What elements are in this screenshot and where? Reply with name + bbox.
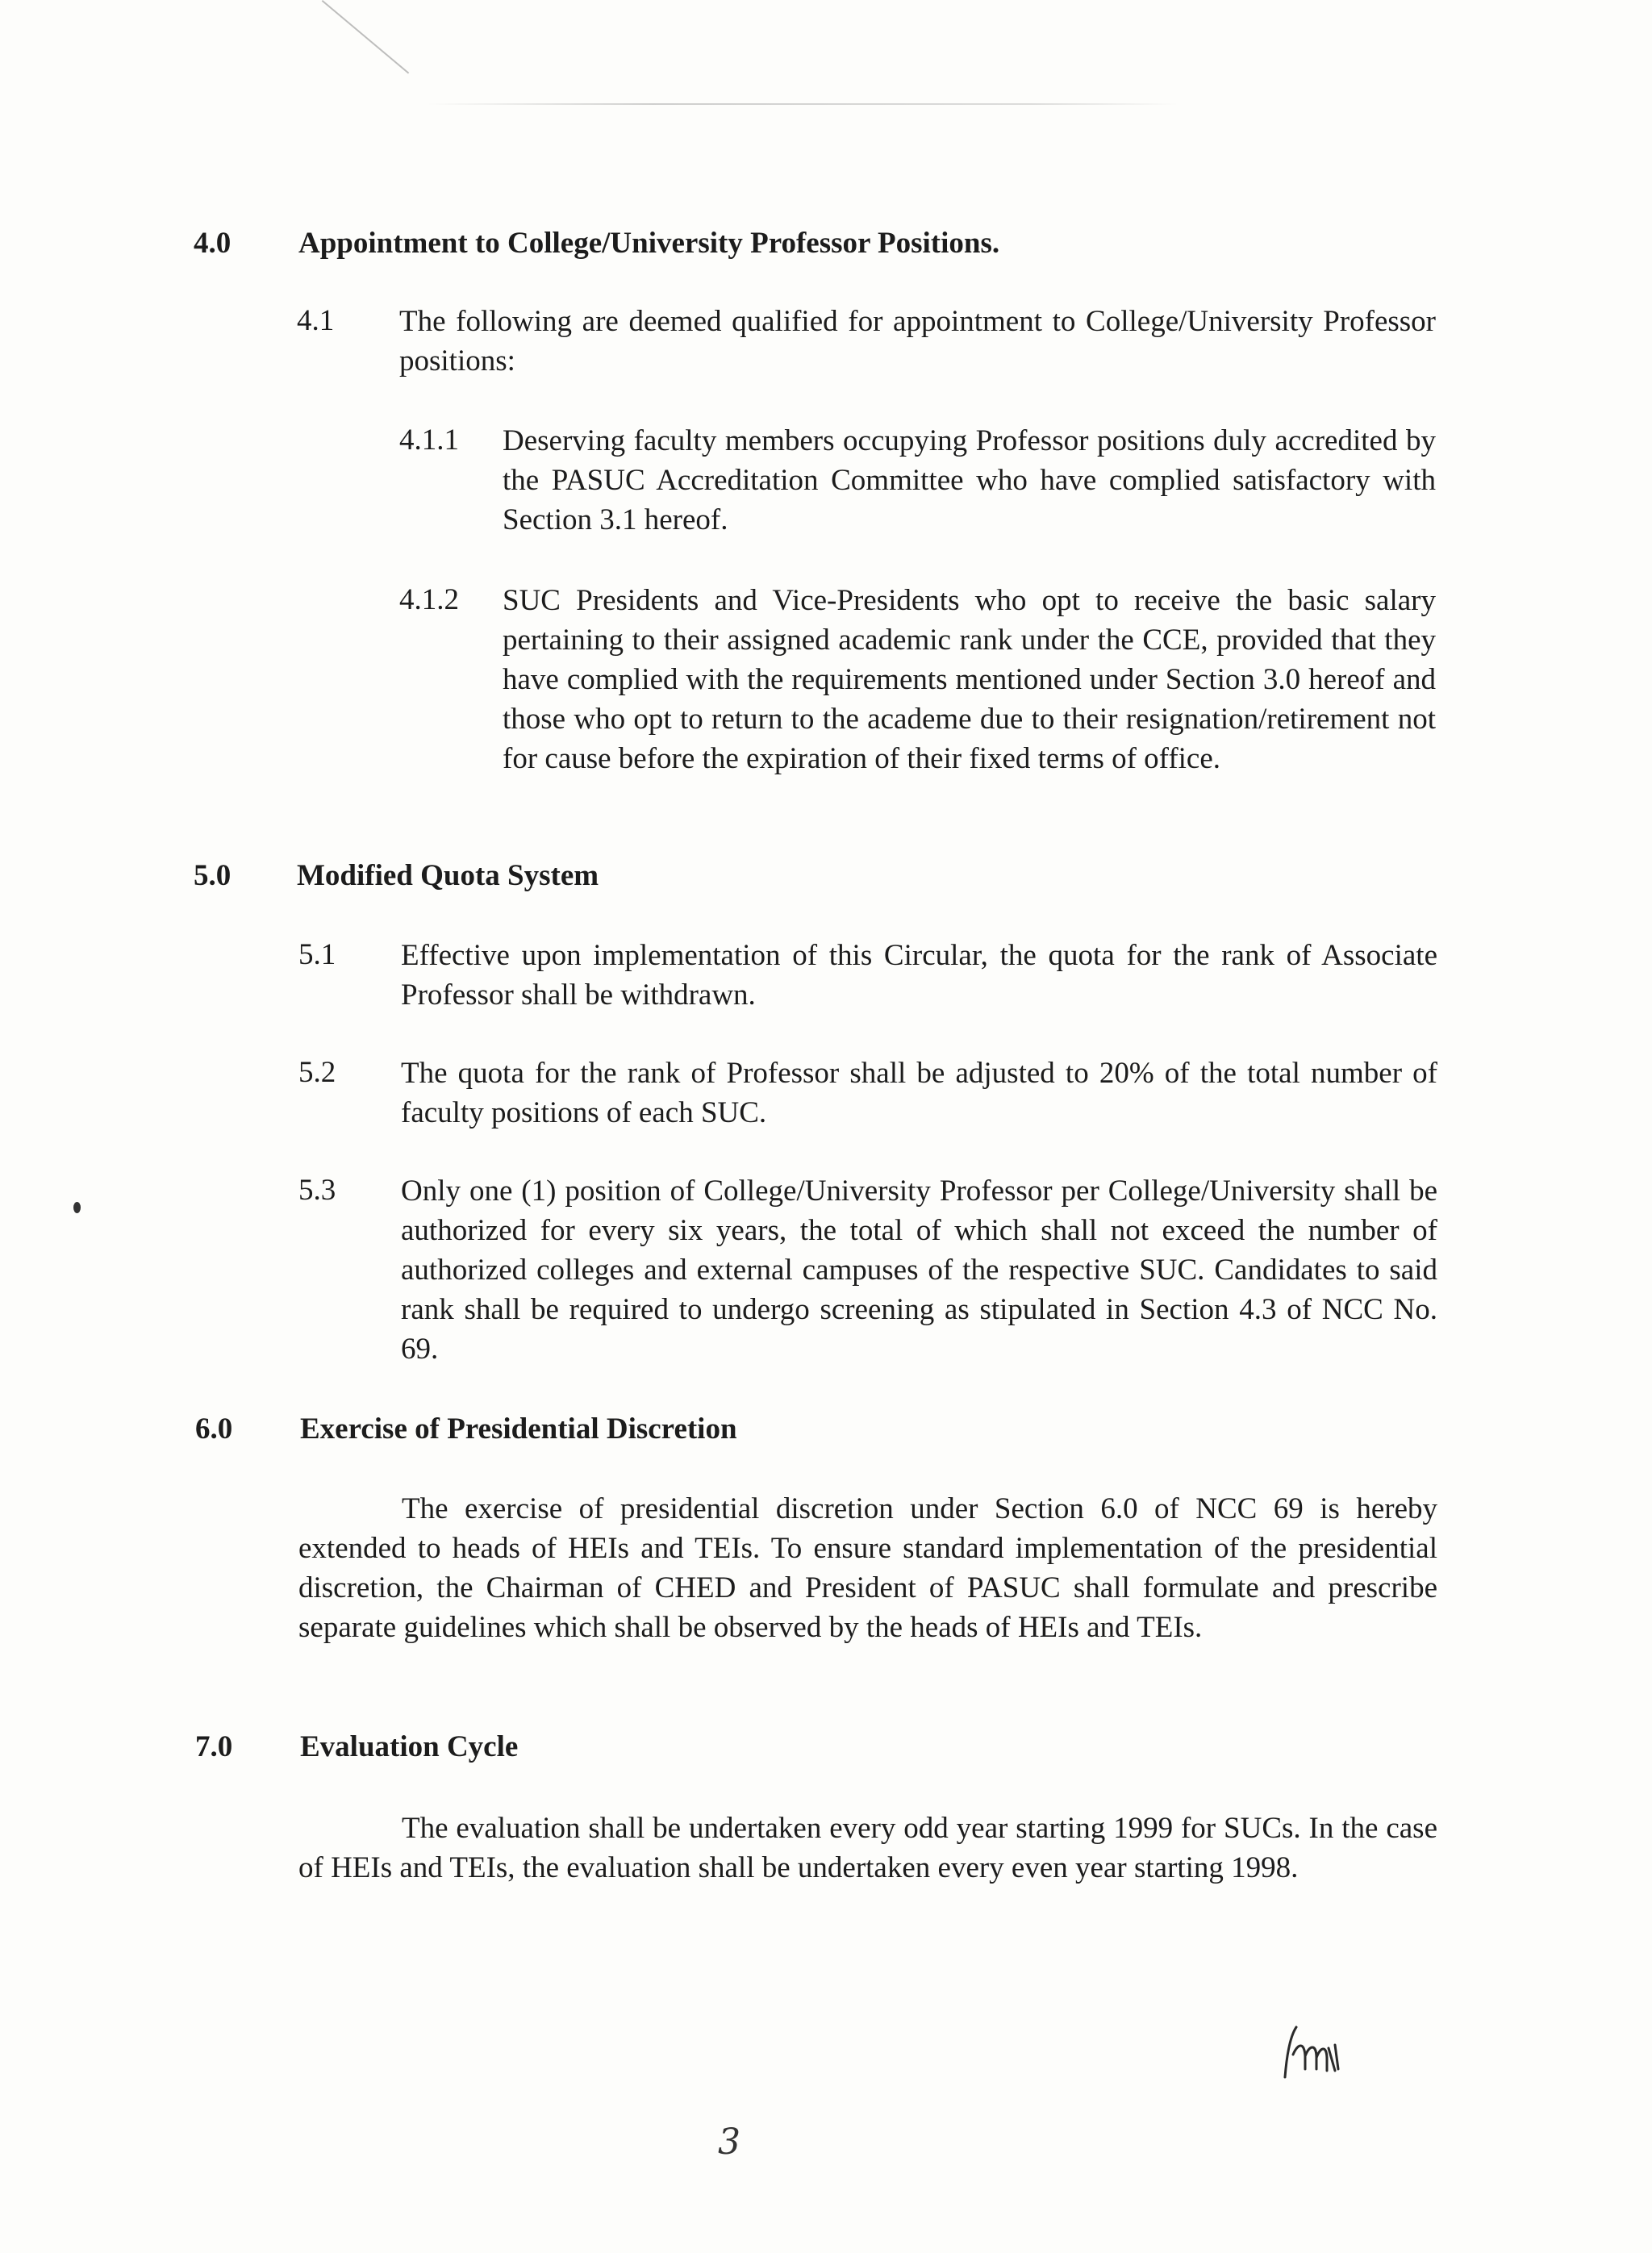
page-number: 3 xyxy=(718,2122,740,2163)
clause-4-1-number: 4.1 xyxy=(297,304,335,337)
clause-4-1-2-number: 4.1.2 xyxy=(399,583,459,616)
clause-4-1-text: The following are deemed qualified for appointment to College/University Professor positions: xyxy=(399,305,1436,378)
clause-4-1-1-text: Deserving faculty members occupying Professor positions duly accredited by the PASUC Accreditation Committee who have complied satisfactory with Section 3.1 hereof. xyxy=(503,424,1436,536)
section-number: 7.0 xyxy=(195,1730,233,1763)
section-number: 4.0 xyxy=(194,227,232,260)
section-7-paragraph: The evaluation shall be undertaken every odd year starting 1999 for SUCs. In the case of HEIs and TEIs, the evaluation shall be undertaken every even year starting 1998. xyxy=(298,1812,1437,1884)
section-title: Exercise of Presidential Discretion xyxy=(300,1412,737,1446)
section-title: Appointment to College/University Professor Positions. xyxy=(298,227,1000,260)
scan-speck xyxy=(73,1202,81,1213)
clause-5-2-text: The quota for the rank of Professor shall be adjusted to 20% of the total number of faculty positions of each SUC. xyxy=(401,1057,1437,1129)
clause-5-2-number: 5.2 xyxy=(298,1056,336,1089)
section-6-paragraph: The exercise of presidential discretion under Section 6.0 of NCC 69 is hereby extended to heads of HEIs and TEIs. To ensure standard implementation of the presidential discretion, the Chairman of CHED and President of PASUC shall formulate and prescribe separate guidelines which shall be observed by the heads of HEIs and TEIs. xyxy=(298,1492,1437,1644)
clause-4-1-1-number: 4.1.1 xyxy=(399,423,459,457)
clause-5-3-text: Only one (1) position of College/University Professor per College/University shall be authorized for every six years, the total of which shall not exceed the number of authorized colleges and external campuses of the respective SUC. Candidates to said rank shall be required to undergo screening as stipulated in Section 4.3 of NCC No. 69. xyxy=(401,1174,1437,1366)
clause-4-1-2-text: SUC Presidents and Vice-Presidents who opt to receive the basic salary pertaining to their assigned academic rank under the CCE, provided that they have complied with the requirements mentioned under Section 3.0 hereof and those who opt to return to the academe due to their resignation/retirement not for cause before the expiration of their fixed terms of office. xyxy=(503,584,1436,775)
section-title: Evaluation Cycle xyxy=(300,1730,519,1763)
scan-artifact-line xyxy=(322,0,410,74)
section-number: 6.0 xyxy=(195,1412,233,1446)
clause-5-3-number: 5.3 xyxy=(298,1174,336,1207)
clause-5-1-number: 5.1 xyxy=(298,938,336,971)
section-number: 5.0 xyxy=(194,859,232,892)
scan-artifact-rule xyxy=(428,103,1178,105)
section-title: Modified Quota System xyxy=(297,859,599,892)
clause-5-1-text: Effective upon implementation of this Circular, the quota for the rank of Associate Professor shall be withdrawn. xyxy=(401,939,1437,1012)
handwritten-initials-signature xyxy=(1279,2021,1351,2093)
